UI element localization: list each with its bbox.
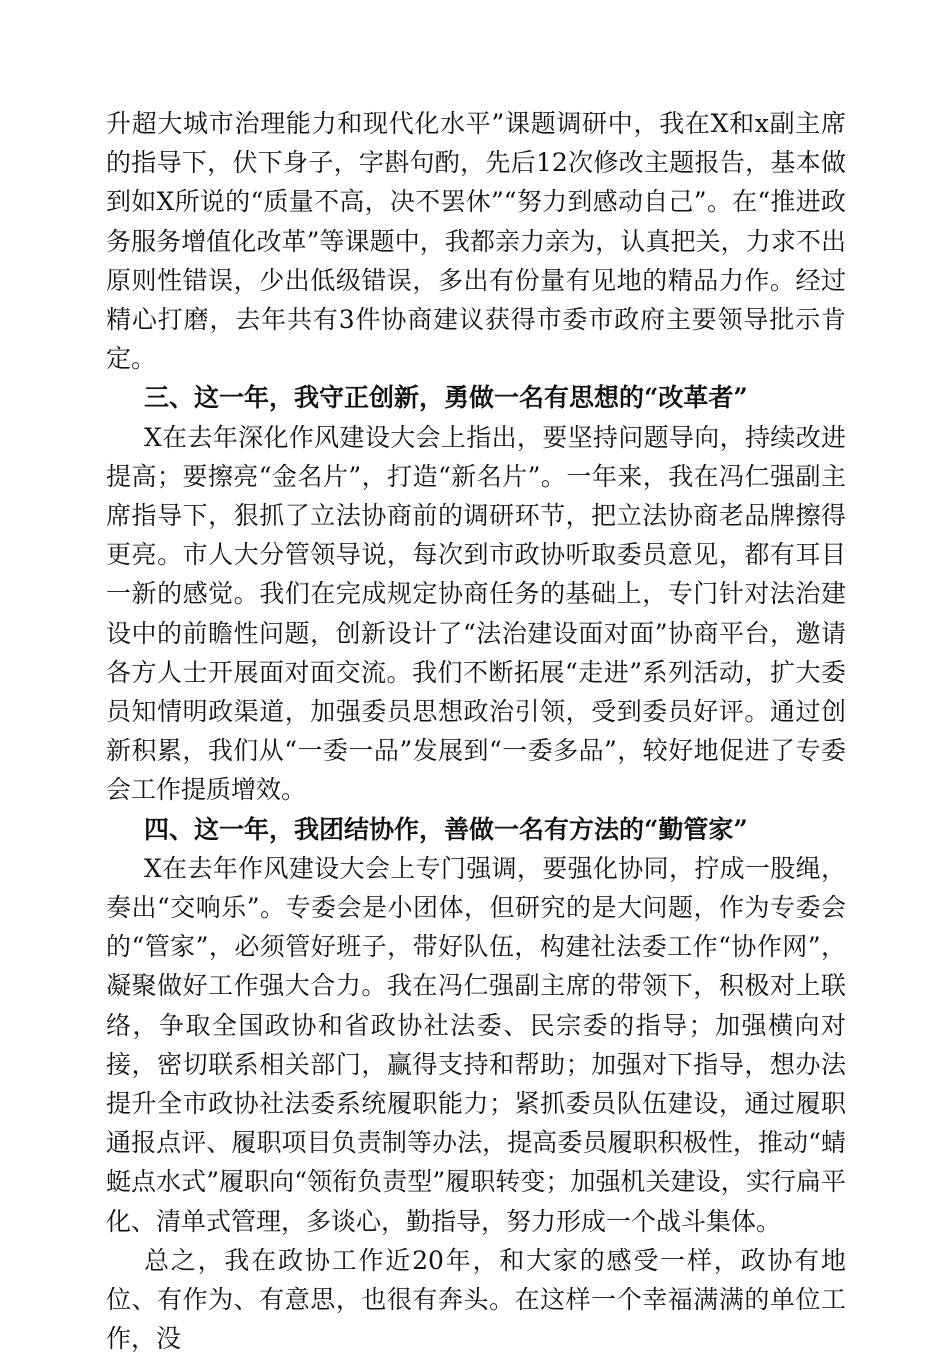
body-paragraph: X在去年深化作风建设大会上指出，要坚持问题导向，持续改进提高；要擦亮“金名片”，打造“新名片”。一年来，我在冯仁强副主席指导下，狠抓了立法协商前的调研环节，把立法协商老品牌擦得更亮。市人大分管领导说，每次到市政协听取委员意见，都有耳目一新的感觉。我们在完成规定协商任务的基础上，专门针对法治建设中的前瞻性问题，创新设计了“法治建设面对面”协商平台，邀请各方人士开展面对面交流。我们不断拓展“走进”系列活动，扩大委员知情明政渠道，加强委员思想政治引领，受到委员好评。通过创新积累，我们从“一委一品”发展到“一委多品”，较好地促进了专委会工作提质增效。 [106, 422, 846, 805]
document-page [106, 104, 846, 1359]
body-paragraph: 总之，我在政协工作近20年，和大家的感受一样，政协有地位、有作为、有意思，也很有奔头。在这样一个幸福满满的单位工作，没 [106, 1245, 846, 1354]
section-heading: 四、这一年，我团结协作，善做一名有方法的“勤管家” [144, 814, 748, 844]
body-paragraph: X在去年作风建设大会上专门强调，要强化协同，拧成一股绳，奏出“交响乐”。专委会是小团体，但研究的是大问题，作为专委会的“管家”，必须管好班子，带好队伍，构建社法委工作“协作网”，凝聚做好工作强大合力。我在冯仁强副主席的带领下，积极对上联络，争取全国政协和省政协社法委、民宗委的指导；加强横向对接，密切联系相关部门，赢得支持和帮助；加强对下指导，想办法提升全市政协社法委系统履职能力；紧抓委员队伍建设，通过履职通报点评、履职项目负责制等办法，提高委员履职积极性，推动“蜻蜓点水式”履职向“领衔负责型”履职转变；加强机关建设，实行扁平化、清单式管理，多谈心，勤指导，努力形成一个战斗集体。 [106, 853, 846, 1236]
section-heading: 三、这一年，我守正创新，勇做一名有思想的“改革者” [144, 383, 748, 413]
body-paragraph: 升超大城市治理能力和现代化水平”课题调研中，我在X和x副主席的指导下，伏下身子，字斟句酌，先后12次修改主题报告，基本做到如X所说的“质量不高，决不罢休”“努力到感动自己”。在“推进政务服务增值化改革”等课题中，我都亲力亲为，认真把关，力求不出原则性错误，少出低级错误，多出有份量有见地的精品力作。经过精心打磨，去年共有3件协商建议获得市委市政府主要领导批示肯定。 [106, 109, 846, 374]
